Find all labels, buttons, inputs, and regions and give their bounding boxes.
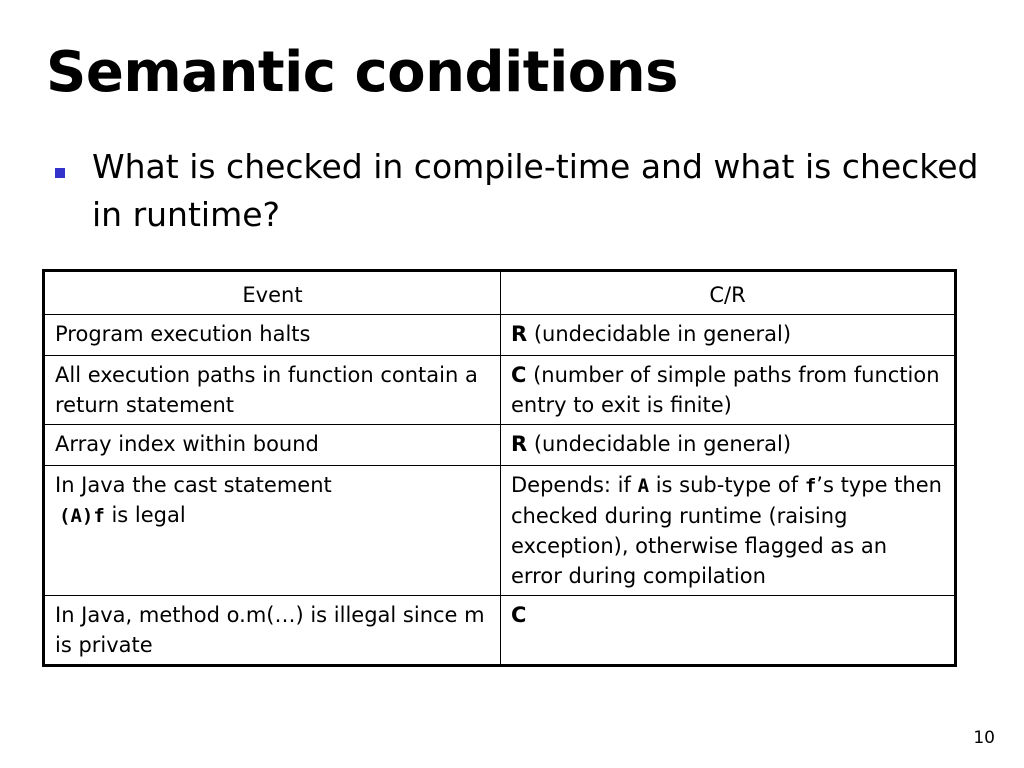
cr-middle: is sub-type of — [649, 473, 805, 497]
cr-prefix: Depends: if — [511, 473, 638, 497]
header-cr: C/R — [501, 271, 956, 315]
cr-letter: C — [511, 363, 527, 387]
bullet-marker — [55, 168, 65, 178]
event-code-line — [55, 503, 186, 527]
cr-letter: C — [511, 603, 527, 627]
event-cell: Array index within bound — [44, 425, 501, 466]
bullet-question: What is checked in compile-time and what is checked in runtime? — [92, 147, 979, 234]
cr-cell — [501, 425, 956, 466]
code-cast: (A)f — [59, 505, 105, 527]
header-event: Event — [44, 271, 501, 315]
event-suffix: is legal — [104, 503, 186, 527]
cr-rest: ’s type then checked during runtime (raising exception), otherwise flagged as an error during compilation — [511, 473, 942, 588]
event-line: In Java the cast statement — [55, 473, 332, 497]
table-row — [44, 596, 956, 666]
event-cell: Program execution halts — [44, 315, 501, 356]
table-row — [44, 315, 956, 356]
event-cell: All execution paths in function contain a return statement — [44, 356, 501, 425]
cr-letter: R — [511, 322, 528, 346]
cr-text: (number of simple paths from function entry to exit is finite) — [511, 363, 940, 417]
table-row — [44, 425, 956, 466]
cr-cell — [501, 315, 956, 356]
slide-title: Semantic conditions — [46, 40, 678, 105]
event-cell — [44, 466, 501, 596]
cr-text: (undecidable in general) — [527, 432, 792, 456]
cr-text: (undecidable in general) — [527, 322, 792, 346]
page-number: 10 — [973, 728, 995, 748]
table-row — [44, 356, 956, 425]
event-cell: In Java, method o.m(…) is illegal since m is private — [44, 596, 501, 666]
code-f: f — [804, 475, 817, 497]
cr-cell — [501, 466, 956, 596]
code-type-a: A — [637, 475, 650, 497]
cr-cell — [501, 596, 956, 666]
cr-letter: R — [511, 432, 528, 456]
events-table — [42, 269, 957, 667]
cr-cell — [501, 356, 956, 425]
table-row — [44, 466, 956, 596]
table-header-row — [44, 271, 956, 315]
